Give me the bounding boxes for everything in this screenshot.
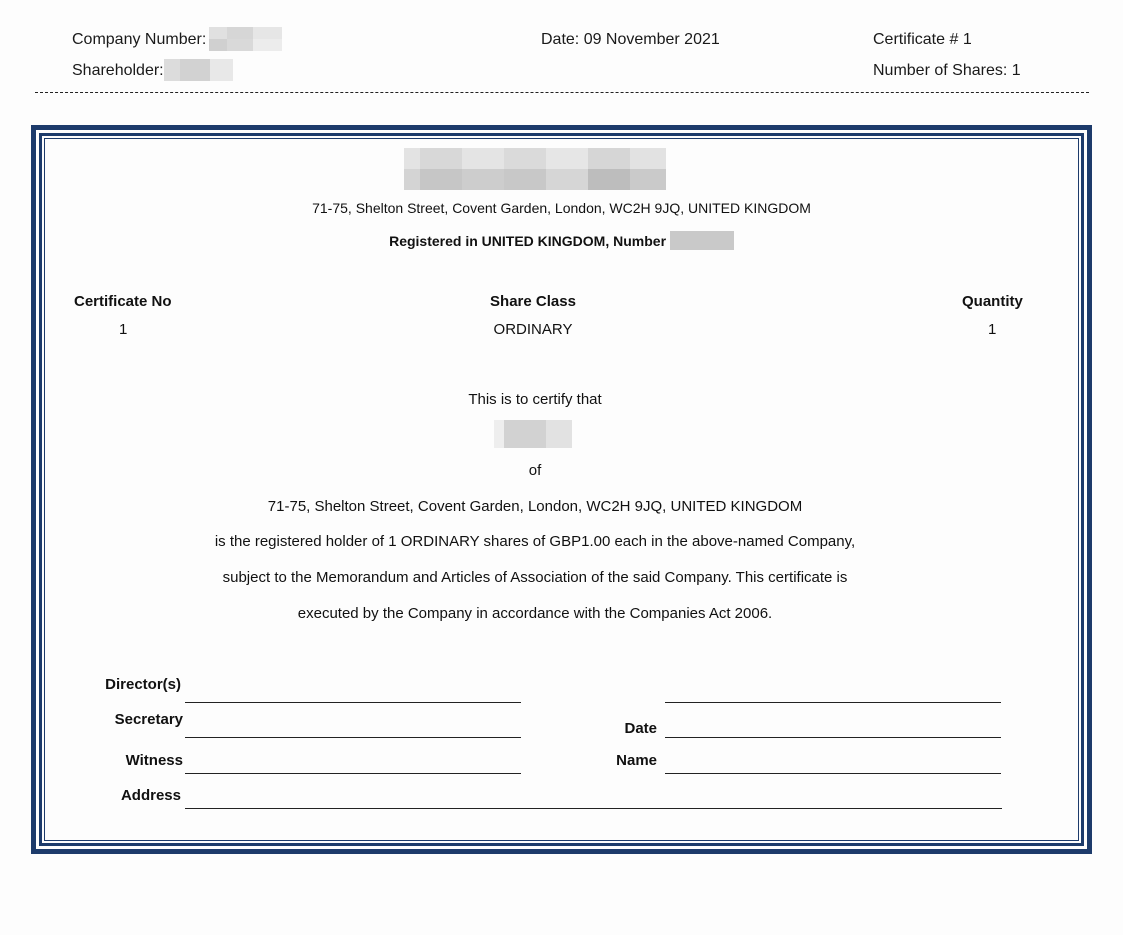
secretary-signature-line[interactable] xyxy=(185,737,521,738)
certificate-body-line-3: executed by the Company in accordance with the Companies Act 2006. xyxy=(297,605,773,622)
holder-address: 71-75, Shelton Street, Covent Garden, London, WC2H 9JQ, UNITED KINGDOM xyxy=(267,498,803,515)
shareholder-label: Shareholder: xyxy=(72,62,164,79)
name-label: Name xyxy=(616,752,657,769)
of-text: of xyxy=(528,462,542,479)
certify-intro: This is to certify that xyxy=(468,391,602,408)
registered-text: Registered in UNITED KINGDOM, Number xyxy=(389,233,667,249)
witness-label: Witness xyxy=(125,752,183,769)
date-line[interactable] xyxy=(665,737,1001,738)
directors-signature-line[interactable] xyxy=(185,702,521,703)
perforation-line xyxy=(35,92,1089,93)
date-label: Date xyxy=(624,720,657,737)
certificate-no-header: Certificate No xyxy=(74,293,172,310)
address-label: Address xyxy=(120,787,181,804)
certificate-body-line-1: is the registered holder of 1 ORDINARY shares of GBP1.00 each in the above-named Company, xyxy=(214,533,856,550)
directors-label: Director(s) xyxy=(105,676,181,693)
registration-number-redaction xyxy=(670,231,734,250)
stub-certificate-number: Certificate # 1 xyxy=(873,31,972,48)
quantity-value: 1 xyxy=(988,321,997,338)
shareholder-redaction xyxy=(164,59,233,81)
certificate-body-line-2: subject to the Memorandum and Articles of Association of the said Company. This certificate is xyxy=(222,569,848,586)
share-class-header: Share Class xyxy=(490,293,576,310)
company-address: 71-75, Shelton Street, Covent Garden, London, WC2H 9JQ, UNITED KINGDOM xyxy=(312,200,811,216)
stub-date: Date: 09 November 2021 xyxy=(541,31,720,48)
company-number-redaction xyxy=(209,27,282,51)
company-name-redaction xyxy=(404,148,666,190)
certificate-no-value: 1 xyxy=(119,321,128,338)
company-number-label: Company Number: xyxy=(72,31,207,48)
quantity-header: Quantity xyxy=(962,293,1023,310)
witness-signature-line[interactable] xyxy=(185,773,521,774)
secretary-label: Secretary xyxy=(114,711,183,728)
registration-line xyxy=(0,231,1123,250)
share-class-value: ORDINARY xyxy=(493,321,573,338)
name-line[interactable] xyxy=(665,773,1001,774)
stub-number-of-shares: Number of Shares: 1 xyxy=(873,62,1021,79)
second-director-signature-line[interactable] xyxy=(665,702,1001,703)
holder-name-redaction xyxy=(494,420,572,448)
address-line[interactable] xyxy=(185,808,1002,809)
